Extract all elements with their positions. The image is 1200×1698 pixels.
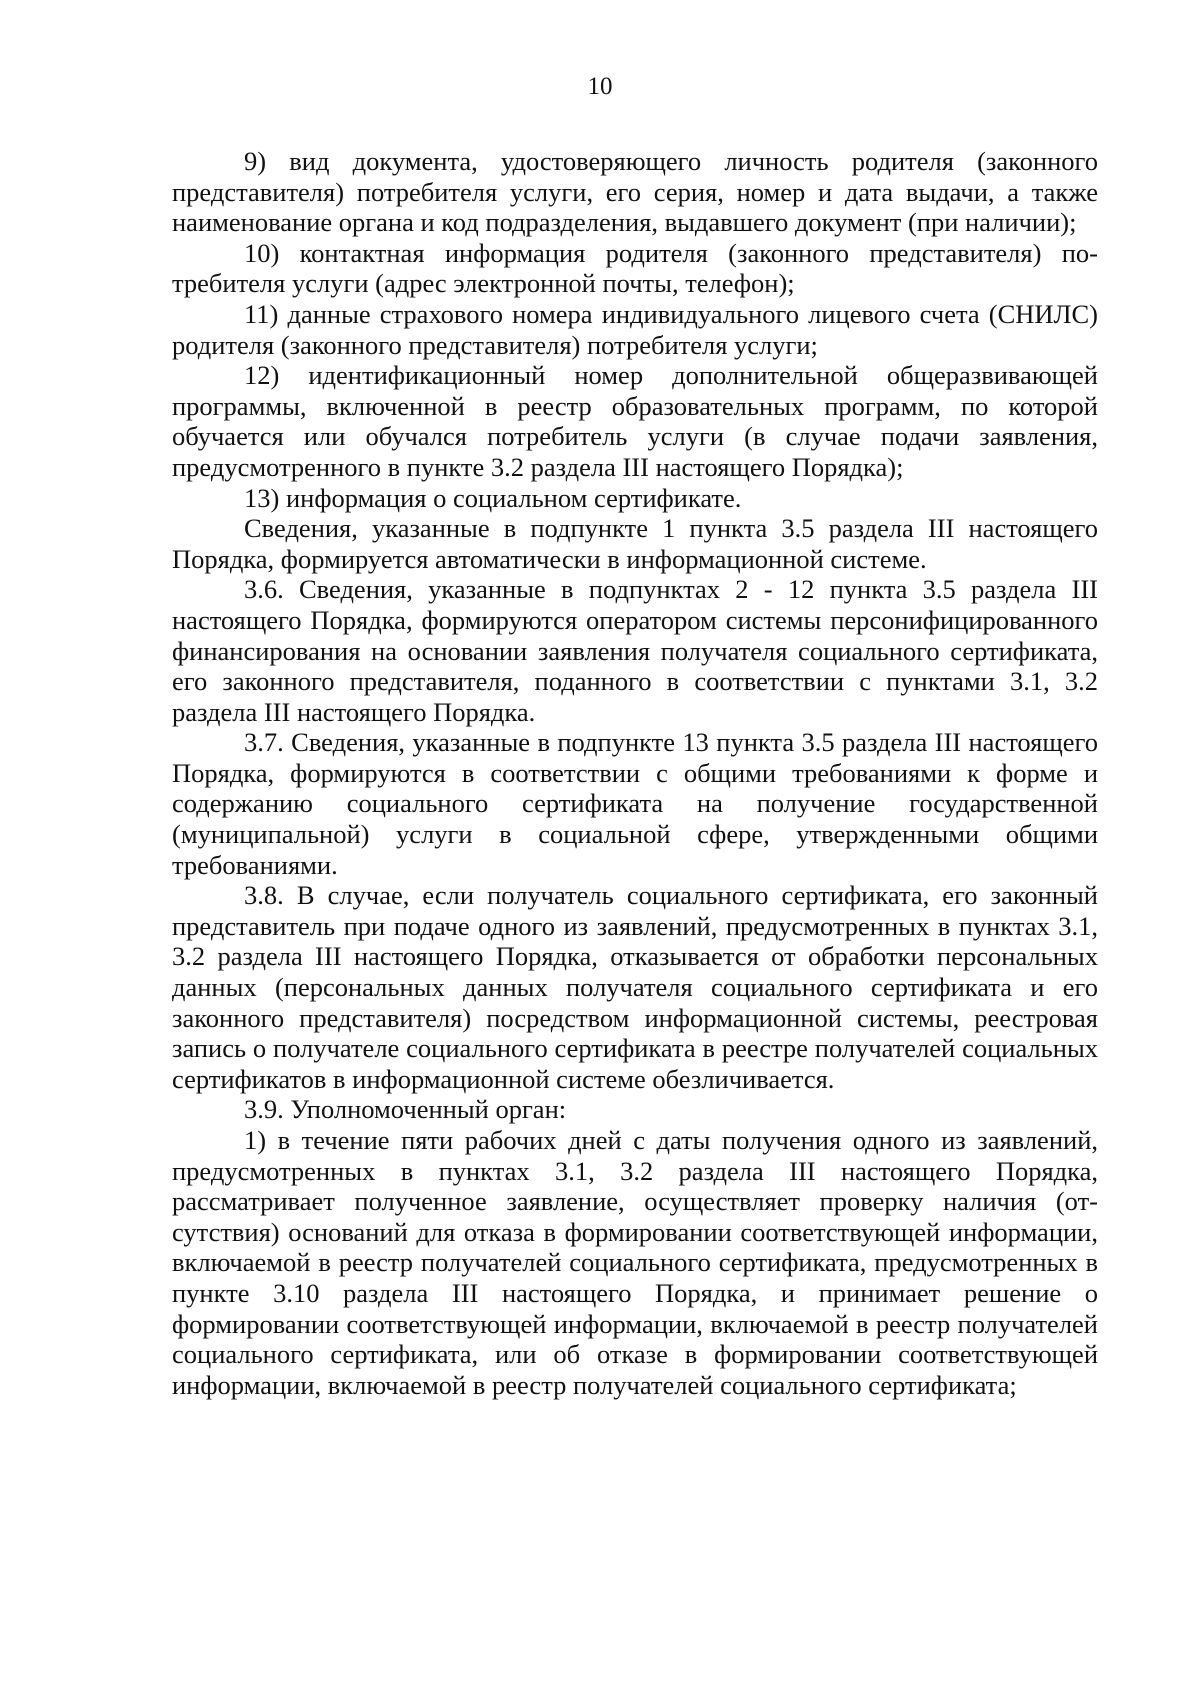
page-number: 10 <box>587 73 613 100</box>
paragraph-section-3-8: 3.8. В случае, если получатель социального сертификата, его законный представитель при подаче одного из заявлений, предусмотренных в пунктах 3.1, 3.2 раздела III настоящего Порядка, отказывается от обработки персональных данных (персональных данных получателя социального сертификата и его законного представителя) посредством информационной системы, реестровая запись о получателе социального сертификата в реестре получателей социальных сертификатов в информационной системе обезличивается. <box>172 880 1098 1094</box>
paragraph-section-3-6: 3.6. Сведения, указанные в подпунктах 2 - 12 пункта 3.5 раздела III настоящего Порядка, формируются оператором системы персонифицированного финансирования на основании заявления получателя социального сертификата, его законного представителя, поданного в соответствии с пунктами 3.1, 3.2 раздела III настоящего Порядка. <box>172 574 1098 727</box>
paragraph-section-3-9: 3.9. Уполномоченный орган: <box>244 1094 567 1125</box>
paragraph-item-13: 13) информация о социальном сертификате. <box>244 482 742 513</box>
document-body <box>172 146 1098 1400</box>
paragraph-item-10: 10) контактная информация родителя (законного представителя) потребителя услуги (адрес электронной почты, телефон); <box>172 237 1098 299</box>
paragraph-item-9: 9) вид документа, удостоверяющего личность родителя (законного представителя) потребителя услуги, его серия, номер и дата выдачи, а также наименование органа и код подразделения, выдавшего документ (при наличии); <box>172 146 1098 238</box>
paragraph-section-3-9-item-1: 1) в течение пяти рабочих дней с даты получения одного из заявлений, предусмотренных в пунктах 3.1, 3.2 раздела III настоящего Порядка, рассматривает полученное заявление, осуществляет проверку наличия (отсутствия) оснований для отказа в формировании соответствующей информации, включаемой в реестр получателей социального сертификата, предусмотренных в пункте 3.10 раздела III настоящего Порядка, и принимает решение о формировании соответствующей информации, включаемой в реестр получателей социального сертификата, или об отказе в формировании соответствующей информации, включаемой в реестр получателей социального сертификата; <box>172 1125 1098 1400</box>
paragraph-section-3-7: 3.7. Сведения, указанные в подпункте 13 пункта 3.5 раздела III настоящего Порядка, формируются в соответствии с общими требованиями к форме и содержанию социального сертификата на получение государственной (муниципальной) услуги в социальной сфере, утвержденными общими требованиями. <box>172 727 1098 880</box>
paragraph-item-12: 12) идентификационный номер дополнительной общеразвивающей программы, включенной в реестр образовательных программ, по которой обучается или обучался потребитель услуги (в случае подачи заявления, предусмотренного в пункте 3.2 раздела III настоящего Порядка); <box>172 360 1098 482</box>
paragraph-info-note: Сведения, указанные в подпункте 1 пункта 3.5 раздела III настоящего Порядка, формируется автоматически в информационной системе. <box>172 513 1098 574</box>
paragraph-item-11: 11) данные страхового номера индивидуального лицевого счета (СНИЛС) родителя (законного представителя) потребителя услуги; <box>172 298 1098 360</box>
